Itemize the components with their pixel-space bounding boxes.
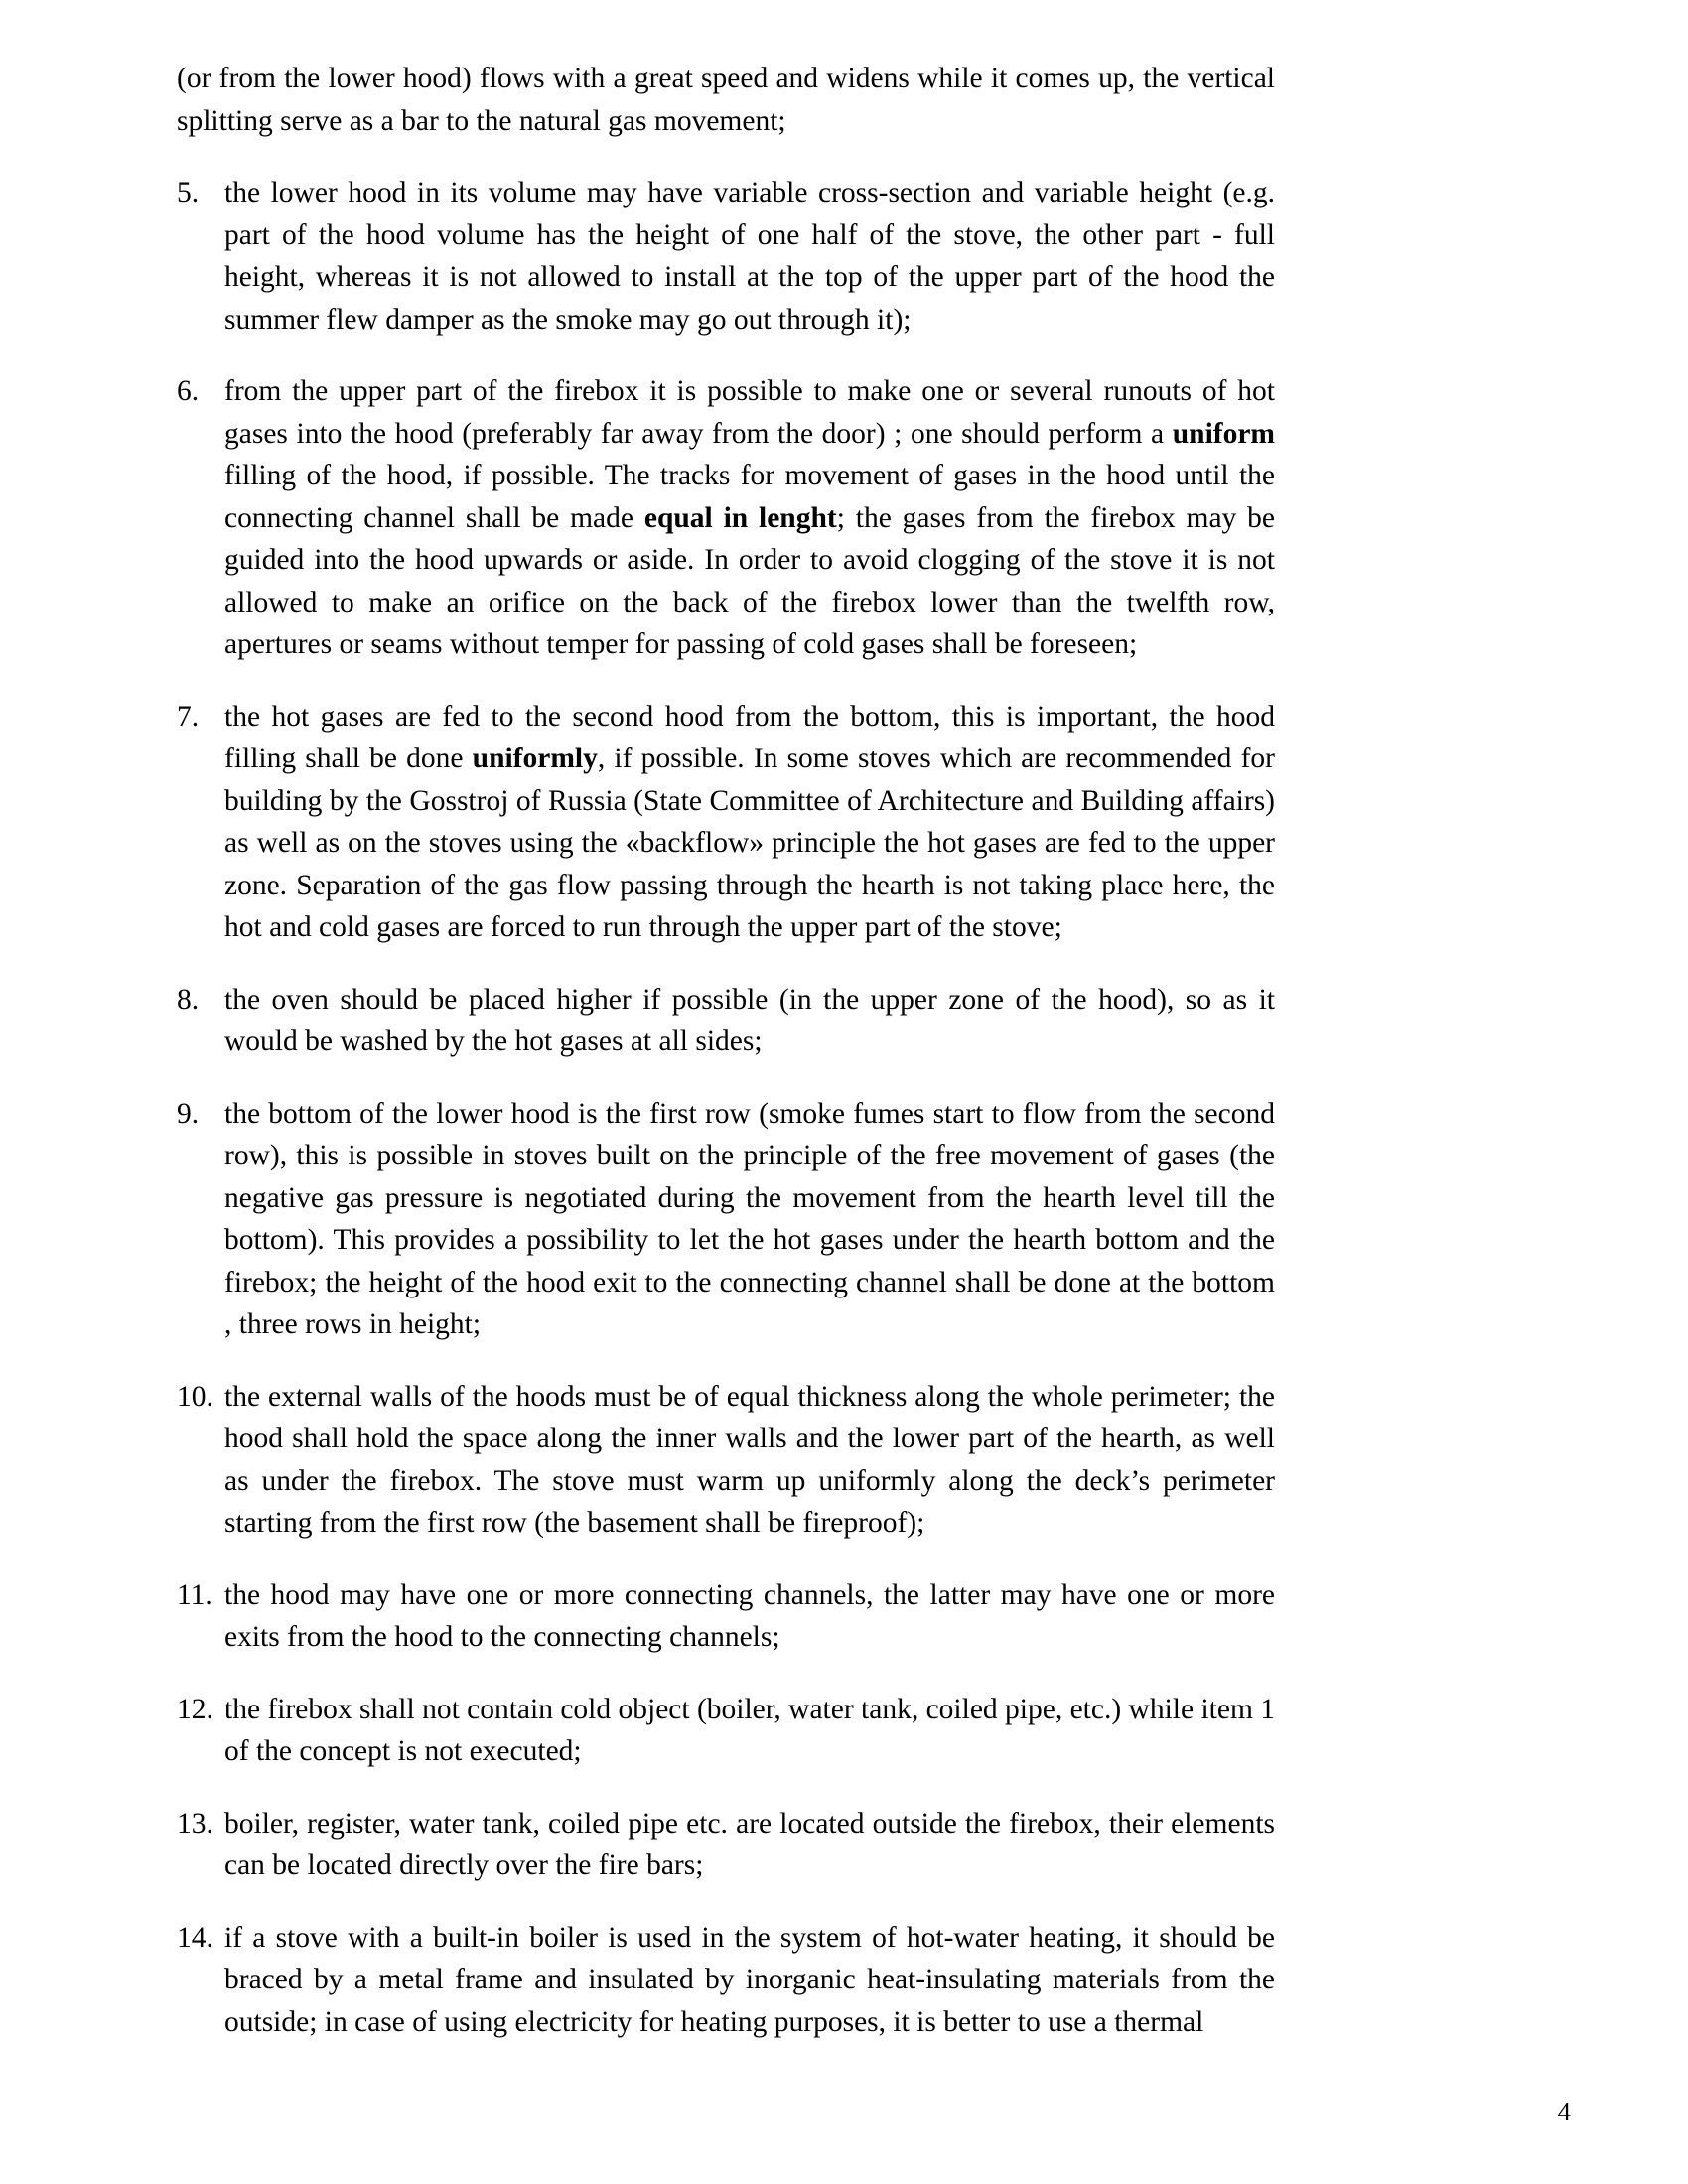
- list-item-text: if a stove with a built-in boiler is used in the system of hot-water heating, it should be braced by a metal frame and insulated by inorganic heat-insulating materials from the outside; in case of using electricity for heating purposes, it is better to use a thermal: [224, 1921, 1275, 2038]
- emphasis-equal-in-lenght: equal in lenght: [643, 501, 837, 534]
- list-item-text: the hot gases are fed to the second hood from the bottom, this is important, the hood filling shall be done: [224, 700, 1275, 774]
- list-item: [177, 696, 1275, 949]
- list-item-body: [224, 370, 1275, 666]
- list-item: [177, 370, 1275, 666]
- list-item: [177, 1376, 1275, 1545]
- list-item-body: [224, 1917, 1275, 2044]
- numbered-list: [177, 172, 1275, 2043]
- list-item: [177, 1917, 1275, 2044]
- list-item-marker: 11.: [177, 1578, 212, 1611]
- list-item-text: the oven should be placed higher if possible (in the upper zone of the hood), so as it would be washed by the hot gases at all sides;: [224, 983, 1275, 1057]
- list-item-body: [224, 1689, 1275, 1773]
- list-item: [177, 1803, 1275, 1887]
- list-item-marker: 10.: [177, 1380, 213, 1413]
- list-item-marker: 12.: [177, 1693, 213, 1725]
- list-item-body: [224, 172, 1275, 341]
- list-item-text: the bottom of the lower hood is the first row (smoke fumes start to flow from the second row), this is possible in stoves built on the principle of the free movement of gases (the negative gas pressure is negotiated during the movement from the hearth level till the bottom). This provides a possibility to let the hot gases under the hearth bottom and the firebox; the height of the hood exit to the connecting channel shall be done at the bottom , three rows in height;: [224, 1097, 1275, 1340]
- list-item-text: the hood may have one or more connecting channels, the latter may have one or more exits from the hood to the connecting channels;: [224, 1578, 1275, 1653]
- list-item-text: boiler, register, water tank, coiled pipe etc. are located outside the firebox, their elements can be located directly over the fire bars;: [224, 1807, 1275, 1881]
- intro-paragraph: (or from the lower hood) flows with a great speed and widens while it comes up, the vertical splitting serve as a bar to the natural gas movement;: [177, 63, 1275, 137]
- list-item: [177, 979, 1275, 1063]
- list-item-marker: 5.: [177, 177, 200, 208]
- list-item-body: [224, 1093, 1275, 1346]
- list-item: [177, 172, 1275, 341]
- list-item-text-mid: , if possible. In some stoves which are recommended for building by the Gosstroj of Russia (State Committee of Architecture and Building affairs) as well as on the stoves using the «backflow» principle the hot gases are fed to the upper zone. Separation of the gas flow passing through the hearth is not taking place here, the hot and cold gases are forced to run through the upper part of the stove;: [224, 743, 1275, 943]
- list-item: [177, 1574, 1275, 1659]
- list-item: [177, 1689, 1275, 1773]
- list-item-body: [224, 696, 1275, 949]
- list-item-body: [224, 1574, 1275, 1659]
- list-item-text: the firebox shall not contain cold object (boiler, water tank, coiled pipe, etc.) while item 1 of the concept is not executed;: [224, 1693, 1276, 1767]
- list-item: [177, 1093, 1275, 1346]
- list-item-marker: 9.: [177, 1097, 200, 1130]
- list-item-marker: 6.: [177, 375, 200, 407]
- emphasis-uniformly: uniformly: [472, 743, 598, 774]
- list-item-marker: 8.: [177, 983, 200, 1016]
- list-item-body: [224, 979, 1275, 1063]
- list-item-marker: 14.: [177, 1921, 213, 1954]
- list-item-text: the external walls of the hoods must be of equal thickness along the whole perimeter; the hood shall hold the space along the inner walls and the lower part of the hearth, as well as under the firebox. The stove must warm up uniformly along the deck’s perimeter starting from the first row (the basement shall be fireproof);: [224, 1380, 1275, 1539]
- list-item-text-mid: filling of the hood, if possible. The tracks for movement of gases in the hood until the connecting channel shall be made: [224, 460, 1275, 534]
- list-item-text-after: ; the gases from the firebox may be guided into the hood upwards or aside. In order to avoid clogging of the stove it is not allowed to make an orifice on the back of the firebox lower than the twelfth row, apertures or seams without temper for passing of cold gases shall be foreseen;: [224, 501, 1276, 660]
- emphasis-uniform: uniform: [1172, 417, 1275, 450]
- list-item-text: from the upper part of the firebox it is possible to make one or several runouts of hot gases into the hood (preferably far away from the door) ; one should perform a: [224, 375, 1275, 450]
- list-item-marker: 13.: [177, 1807, 213, 1840]
- list-item-text: the lower hood in its volume may have variable cross-section and variable height (e.g. part of the hood volume has the height of one half of the stove, the other part - full height, whereas it is not allowed to install at the top of the upper part of the hood the summer flew damper as the smoke may go out through it);: [224, 177, 1275, 336]
- list-item-body: [224, 1803, 1275, 1887]
- list-item-body: [224, 1376, 1275, 1545]
- page-number: 4: [1557, 2097, 1571, 2126]
- list-item-marker: 7.: [177, 700, 200, 733]
- page-content: [177, 58, 1275, 2043]
